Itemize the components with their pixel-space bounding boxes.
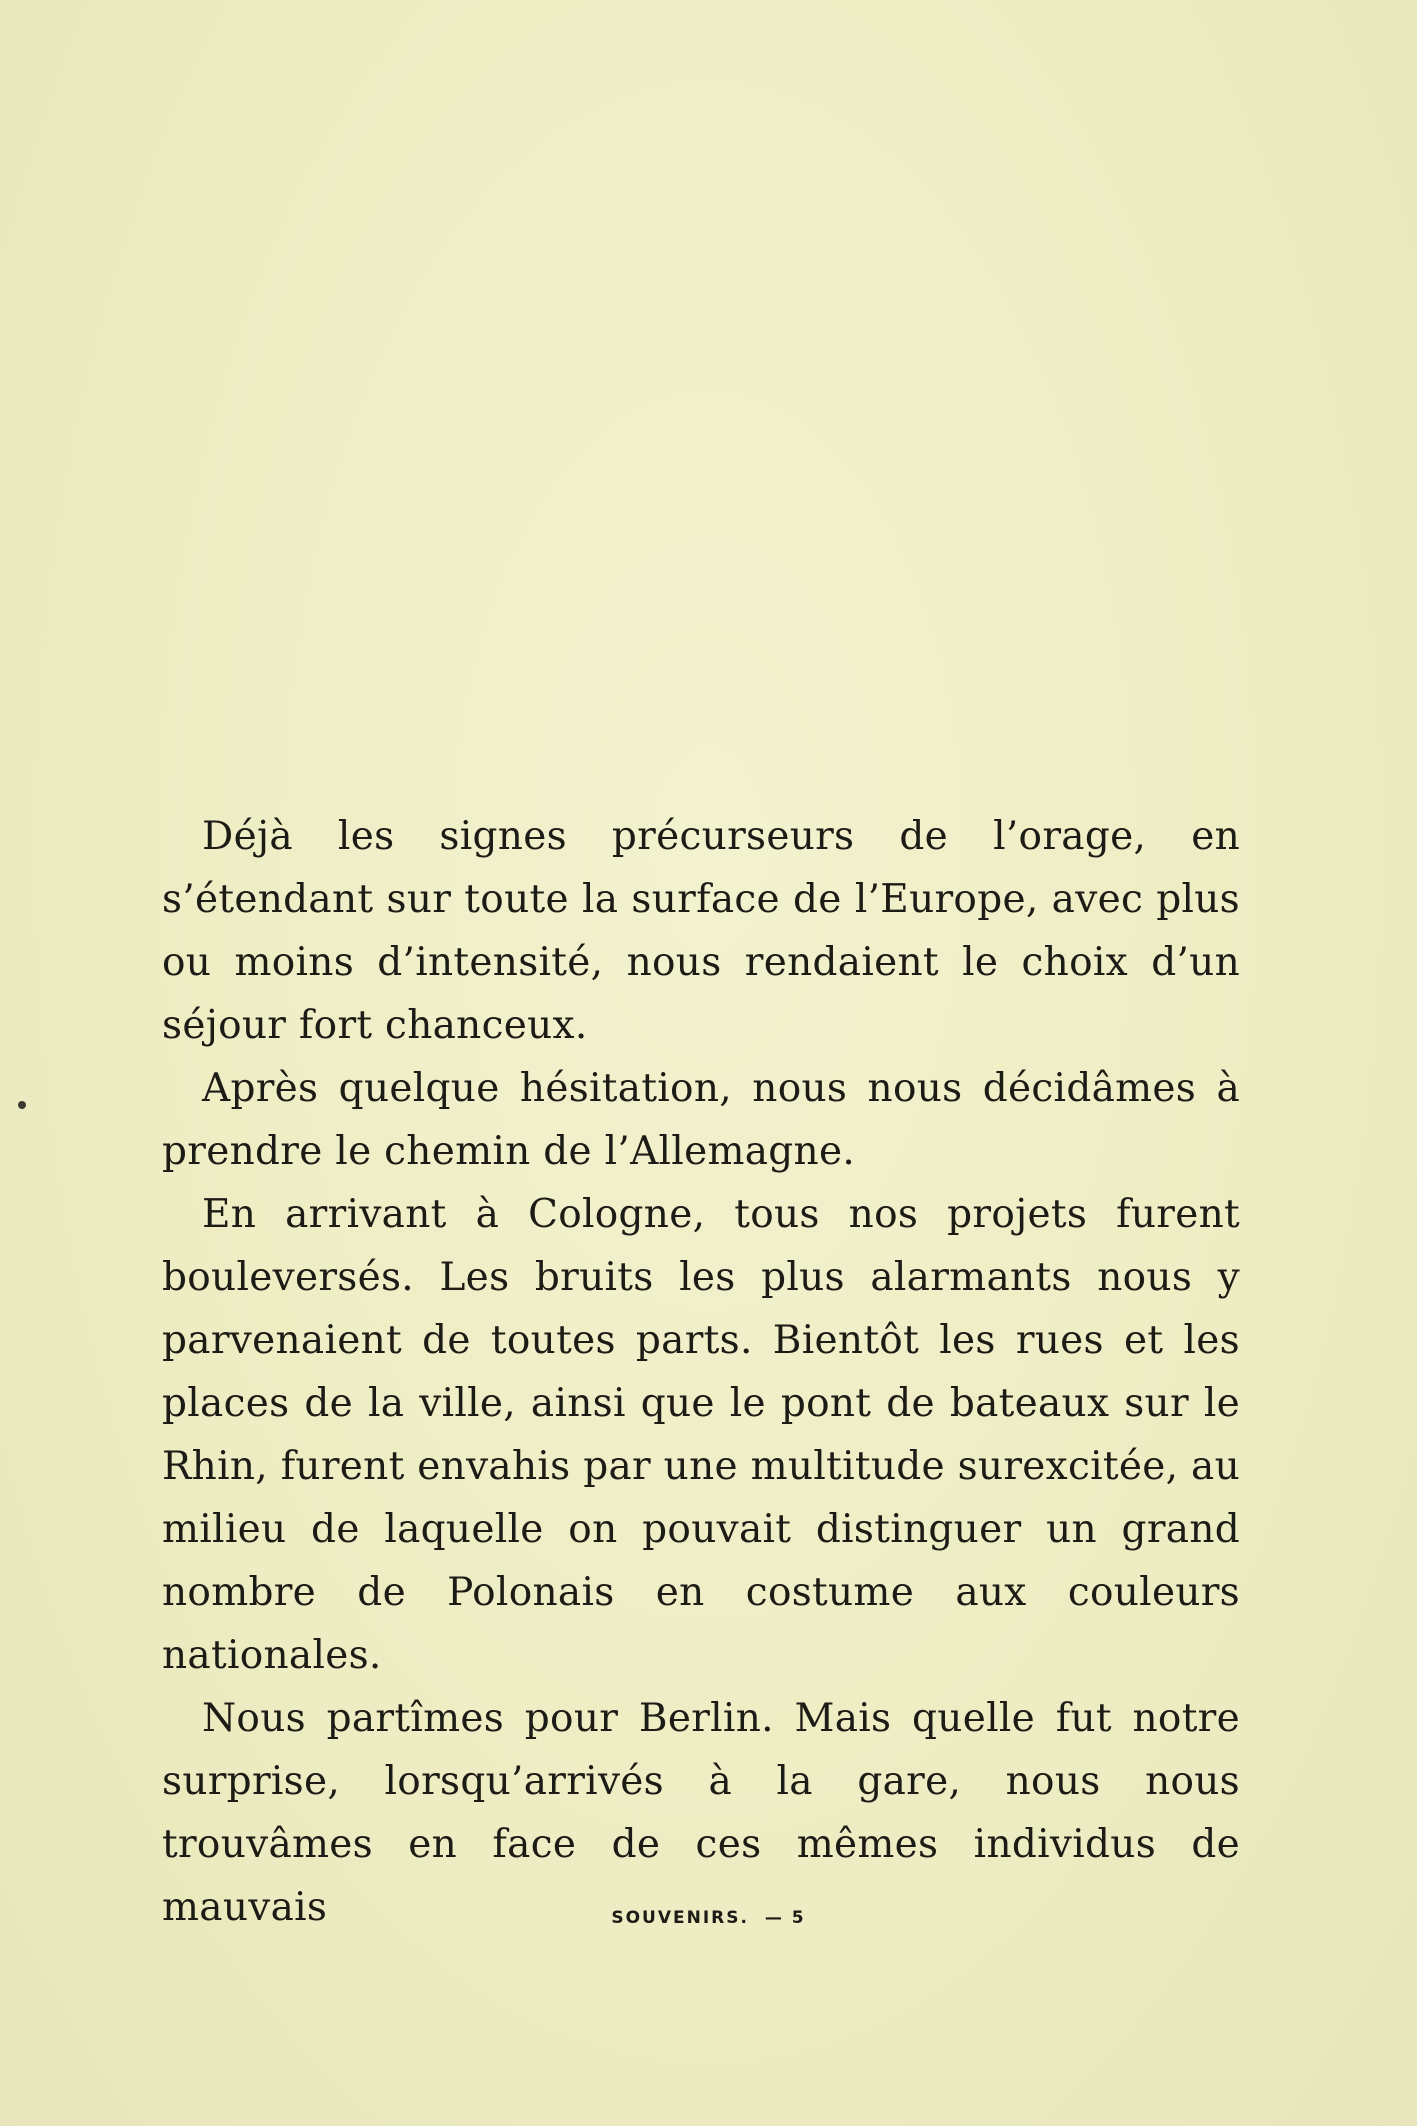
- body-text: [162, 805, 1240, 1939]
- page-footer: [0, 1908, 1417, 1928]
- paragraph-3: En arrivant à Cologne, tous nos projets furent bouleversés. Les bruits les plus alarmants nous y parvenaient de toutes parts. Bientôt les rues et les places de la ville, ainsi que le pont de bateaux sur le Rhin, furent envahis par une multitude surexcitée, au milieu de laquelle on pouvait distinguer un grand nombre de Polonais en costume aux couleurs nationales.: [162, 1192, 1240, 1678]
- ink-speck: [18, 1101, 26, 1109]
- footer-signature: — 5: [764, 1908, 806, 1928]
- footer-title: SOUVENIRS.: [611, 1908, 749, 1928]
- paragraph-1: Déjà les signes précurseurs de l’orage, en s’étendant sur toute la surface de l’Europe, avec plus ou moins d’intensité, nous rendaient le choix d’un séjour fort chanceux.: [162, 814, 1240, 1048]
- paragraph-2: Après quelque hésitation, nous nous décidâmes à prendre le chemin de l’Allemagne.: [162, 1066, 1240, 1174]
- paragraph-4: Nous partîmes pour Berlin. Mais quelle fut notre surprise, lorsqu’arrivés à la gare, nous nous trouvâmes en face de ces mêmes individus de mauvais: [162, 1696, 1240, 1930]
